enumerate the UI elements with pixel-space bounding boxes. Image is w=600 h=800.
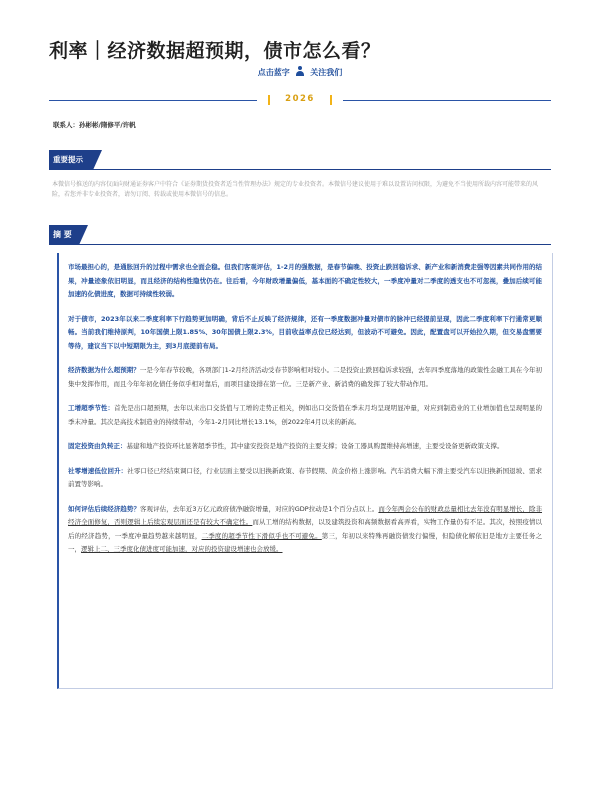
disclaimer-text: 本微信号推送的内容仅面向财通证券客户中符合《证券期货投资者适当性管理办法》规定的专业投资者。本微信号建议使用于难以设置访问权限，为避免不当使用所载内容可能带来的风险，若您并非专业投资者，请勿订阅、转载或使用本微信号的信息。 — [52, 181, 539, 198]
summary-paragraph-1: 市场最担心的，是通胀回升的过程中需求也全面企稳。但我们客观评估，1-2月的强数据，是春节偏晚、投资止跌回稳诉求、新产业和新消费走强等因素共同作用的结果，冲量迹象依旧明显，而且经济的结构性隐忧仍在。往后看，今年财政增量偏低，基本面的不确定性较大，一季度冲量对二季度的透支也不可忽视，叠加后续可能加速的化债进度，数据可持续性较弱。 — [68, 263, 542, 298]
click-blue-link[interactable]: 点击蓝字 — [257, 68, 290, 77]
summary-paragraph-7 — [68, 503, 542, 557]
section-summary — [49, 225, 551, 245]
underlined-text: 逻辑上二、三季度化债进度可能加速，对应的投资建设增速也会放缓。 — [81, 545, 283, 553]
year-tick-right — [330, 95, 332, 105]
paragraph-body: 客观评估，去年近3万亿元政府债净融资增量，对应的GDP拉动是1个百分点以上。 — [140, 504, 379, 513]
summary-box — [57, 253, 553, 689]
person-icon — [296, 66, 305, 76]
article-title: 利率｜经济数据超预期，债市怎么看？ — [49, 40, 381, 62]
summary-paragraph-5 — [68, 440, 542, 454]
paragraph-body: 首先是出口超预期，去年以来出口交货值与工增的走势正相关，例如出口交货值在季末月均呈现明显冲量，对应到制造业的工业增加值也呈现明显的季末冲量。其次是高技术制造业的持续带动，今年1-2月同比增长13.1%，创2022年4月以来的新高。 — [68, 404, 543, 426]
paragraph-body: 第三，年初以来特殊再融资债发行偏慢，但隐债化解依旧是地方主要任务之一， — [68, 531, 543, 553]
follow-banner — [0, 66, 600, 78]
paragraph-body: 社零口径已经结束调口径，行业层面主要受以旧换新政策、春节假期、黄金价格上涨影响。汽车消费大幅下滑主要受汽车以旧换新国退坡、需求前置等影响。 — [68, 466, 543, 488]
section-important-label: 重要提示 — [49, 150, 93, 170]
paragraph-lead: 工增超季节性： — [68, 404, 115, 412]
underlined-text: 二季度的超季节性下滑似乎也不可避免。 — [201, 531, 322, 540]
summary-paragraph-4 — [68, 402, 542, 429]
summary-paragraph-6 — [68, 465, 542, 492]
summary-paragraph-2: 对于债市，2023年以来二季度利率下行趋势更加明确，背后不止反映了经济规律，还有一季度数据冲量对债市的脉冲已经提前呈现，因此二季度利率下行通常更顺畅。当前我们维持原判，10年国债上限1.85%、30年国债上限2.3%，目前收益率点位已经达到，但波动不可避免。因此，配置盘可以开始拉久期，但交易盘需要等待，建议当下以中短期限为主，到3月底提前布局。 — [68, 314, 542, 350]
follow-us-link[interactable]: 关注我们 — [310, 68, 343, 77]
paragraph-lead: 社零增速低位回升： — [68, 466, 128, 475]
underlined-text: 而今年两会公布的财政总量相比去年没有明显增长，除非经济全面修复，否则逻辑上后续宏观层面还是有较大不确定性。 — [68, 504, 543, 526]
year-divider — [49, 95, 551, 105]
paragraph-lead: 如何评估后续经济趋势？ — [68, 504, 141, 513]
year-label: 2026 — [285, 94, 315, 104]
paragraph-lead: 固定投资由负转正： — [68, 442, 127, 450]
paragraph-body: 一是今年春节较晚，各项部门1-2月经济活动受春节影响相对较小。二是投资止跌回稳诉求较强，去年四季度落地的政策性金融工具在今年初集中发挥作用，而且今年年初化债任务似乎相对靠后，而项目建设排在第一位。三是新产业、新消费的确发挥了较大带动作用。 — [68, 366, 542, 388]
paragraph-body: 基建和地产投资环比显著超季节性，其中建安投资是地产投资的主要支撑；设备工器具购置维持高增速，主要受设备更新政策支撑。 — [126, 442, 504, 450]
summary-paragraph-3 — [68, 364, 542, 391]
section-summary-label: 摘 要 — [49, 225, 79, 245]
section-important — [49, 150, 551, 170]
contacts-line: 联系人：孙彬彬/隋修平/许帆 — [53, 121, 136, 129]
paragraph-body: 而从工增的结构数据，以及建筑投资和高频数据看高弄看，实物工作量仍有不足。其次，按照疫情以后的经济趋势，一季度冲量趋势越来越明显， — [68, 518, 543, 540]
paragraph-lead: 经济数据为什么超预期？ — [68, 366, 140, 374]
